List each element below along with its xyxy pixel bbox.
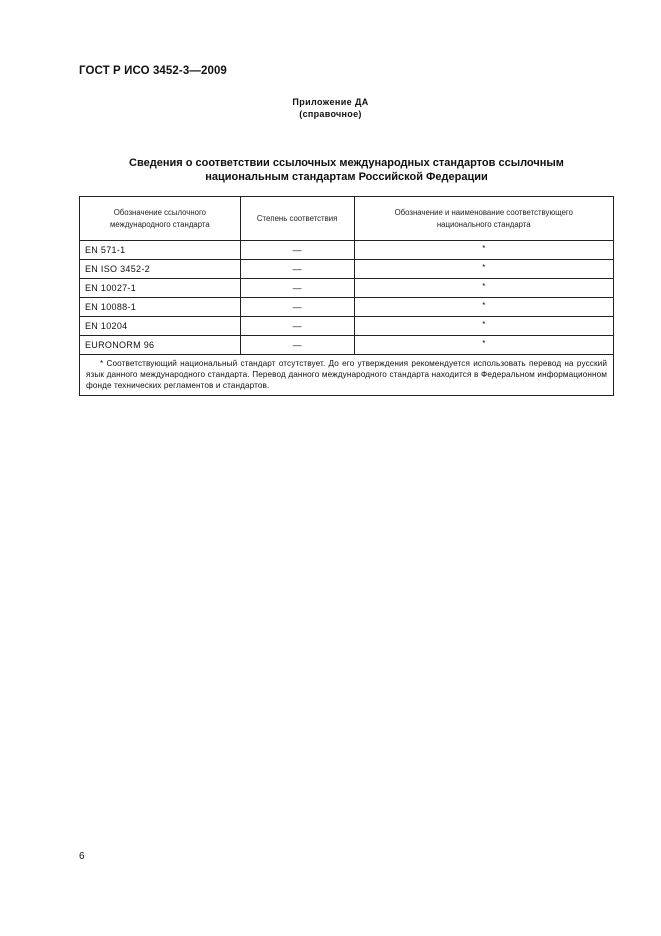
table-header-row <box>80 197 614 241</box>
header-col1-line-1: Обозначение ссылочного <box>113 207 207 217</box>
page-number: 6 <box>79 851 85 862</box>
section-title <box>79 156 614 184</box>
row-degree: — <box>240 336 354 355</box>
row-reference: EN ISO 3452-2 <box>80 260 241 279</box>
table-row <box>80 260 614 279</box>
section-title-line-2: национальным стандартам Российской Федерации <box>205 171 488 183</box>
row-national: * <box>482 320 486 329</box>
row-national: * <box>482 263 486 272</box>
row-national-cell <box>354 298 613 317</box>
row-reference: EURONORM 96 <box>80 336 241 355</box>
header-col1-line-2: международного стандарта <box>110 219 210 229</box>
row-reference: EN 571-1 <box>80 241 241 260</box>
row-degree: — <box>240 241 354 260</box>
row-degree: — <box>240 279 354 298</box>
table-row <box>80 298 614 317</box>
reference-standards-table <box>79 196 614 396</box>
row-national-cell <box>354 241 613 260</box>
document-code: ГОСТ Р ИСО 3452-3—2009 <box>79 65 227 77</box>
row-national: * <box>482 244 486 253</box>
row-degree: — <box>240 260 354 279</box>
row-national: * <box>482 339 486 348</box>
row-national-cell <box>354 336 613 355</box>
table-row <box>80 336 614 355</box>
row-reference: EN 10204 <box>80 317 241 336</box>
appendix-subtitle: (справочное) <box>299 109 362 119</box>
table-row <box>80 241 614 260</box>
row-national-cell <box>354 279 613 298</box>
header-national-standard <box>354 197 613 241</box>
header-col3-line-2: национального стандарта <box>436 219 531 229</box>
row-national-cell <box>354 317 613 336</box>
row-degree: — <box>240 298 354 317</box>
row-national: * <box>482 301 486 310</box>
header-col3-line-1: Обозначение и наименование соответствующего <box>394 207 573 217</box>
table-footnote: * Соответствующий национальный стандарт отсутствует. До его утверждения рекомендуется использовать перевод на русский язык данного международного стандарта. Перевод данного международного стандарта находится в Федеральном информационном фонде технических регламентов и стандартов. <box>86 359 607 390</box>
row-reference: EN 10088-1 <box>80 298 241 317</box>
table-row <box>80 317 614 336</box>
header-international-standard <box>80 197 241 241</box>
table-footnote-cell <box>80 355 614 396</box>
appendix-title: Приложение ДА <box>292 97 369 107</box>
section-title-line-1: Сведения о соответствии ссылочных международных стандартов ссылочным <box>129 157 564 169</box>
row-degree: — <box>240 317 354 336</box>
row-reference: EN 10027-1 <box>80 279 241 298</box>
table-footnote-row <box>80 355 614 396</box>
row-national: * <box>482 282 486 291</box>
header-degree-of-conformity: Степень соответствия <box>240 197 354 241</box>
row-national-cell <box>354 260 613 279</box>
table-row <box>80 279 614 298</box>
